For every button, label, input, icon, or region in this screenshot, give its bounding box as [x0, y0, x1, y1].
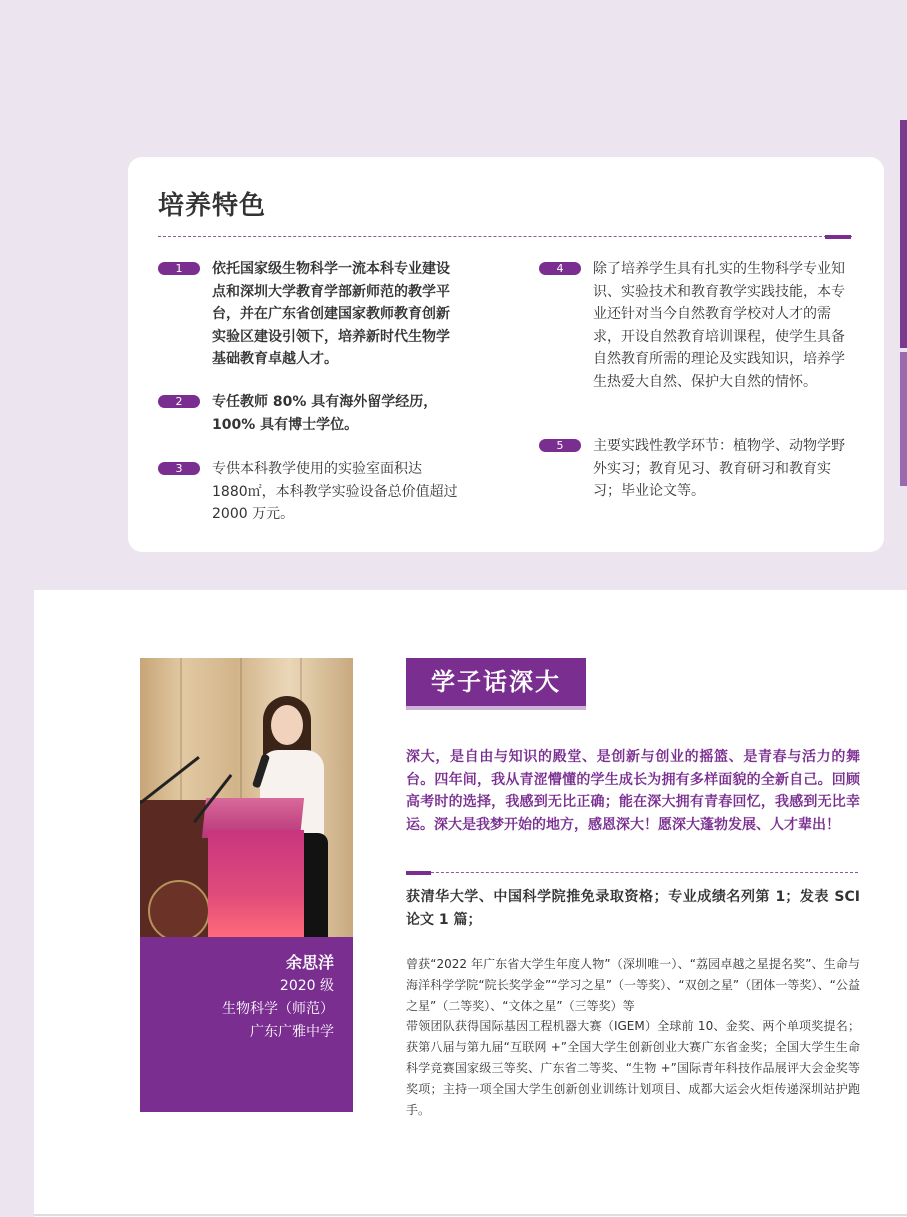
features-divider	[158, 236, 852, 237]
feature-item	[539, 435, 855, 503]
feature-text: 主要实践性教学环节：植物学、动物学野外实习；教育见习、教育研习和教育实习；毕业论文等。	[593, 438, 845, 499]
university-seal	[148, 880, 210, 937]
feature-text: 依托国家级生物科学一流本科专业建设点和深圳大学教育学部新师范的教学平台，并在广东省创建国家教师教育创新实验区建设引领下，培养新时代生物学基础教育卓越人才。	[212, 261, 450, 367]
side-accent-bar	[900, 120, 907, 348]
feature-item	[539, 258, 855, 393]
features-title: 培养特色	[158, 191, 267, 221]
feature-number-badge: 5	[539, 439, 581, 452]
feature-text: 专任教师 80% 具有海外留学经历，100% 具有博士学位。	[212, 394, 438, 433]
honors-paragraph: 曾获“2022 年广东省大学生年度人物”（深圳唯一）、“荔园卓越之星提名奖”、生命与海洋科学学院“院长奖学金”“学习之星”（一等奖）、“双创之星”（团体一等奖）、“公益之星”（二等奖）、“文体之星”（三等奖）等	[406, 957, 860, 1013]
honors-paragraph: 带领团队获得国际基因工程机器大赛（IGEM）全球前 10、金奖、两个单项奖提名；获第八届与第九届“互联网 +”全国大学生创新创业大赛广东省金奖；全国大学生生命科学竞赛国家级三等奖、广东省二等奖、“生物 +”国际青年科技作品展评大会金奖等奖项；主持一项全国大学生创新创业训练计划项目、成都大运会火炬传递深圳站护跑手。	[406, 1019, 860, 1117]
feature-text: 除了培养学生具有扎实的生物科学专业知识、实验技术和教育教学实践技能，本专业还针对当今自然教育学校对人才的需求，开设自然教育培训课程，使学生具备自然教育所需的理论及实践知识，培养学生热爱大自然、保护大自然的情怀。	[593, 261, 845, 390]
student-school: 广东广雅中学	[250, 1024, 334, 1040]
feature-number-badge: 1	[158, 262, 200, 275]
student-honors	[406, 954, 860, 1120]
student-major: 生物科学（师范）	[222, 1001, 334, 1017]
student-grade: 2020 级	[279, 978, 334, 994]
feature-number-badge: 3	[158, 462, 200, 475]
features-card	[128, 157, 884, 552]
student-achievement: 获清华大学、中国科学院推免录取资格；专业成绩名列第 1；发表 SCI 论文 1 篇；	[406, 889, 860, 928]
feature-text: 专供本科教学使用的实验室面积达 1880㎡，本科教学实验设备总价值超过 2000 万元。	[212, 461, 458, 522]
student-photo	[140, 658, 353, 937]
side-accent-bar-light	[900, 352, 907, 486]
student-name: 余思洋	[285, 953, 334, 972]
feature-item	[158, 391, 458, 436]
student-quote: 深大，是自由与知识的殿堂、是创新与创业的摇篮、是青春与活力的舞台。四年间，我从青涩懵懂的学生成长为拥有多样面貌的全新自己。回顾高考时的选择，我感到无比正确；能在深大拥有青春回忆，我感到无比幸运。深大是我梦开始的地方，感恩深大！愿深大蓬勃发展、人才辈出！	[406, 749, 860, 833]
section-title-underline	[406, 706, 586, 710]
features-divider-accent	[825, 235, 851, 239]
feature-number-badge: 4	[539, 262, 581, 275]
quote-divider	[406, 872, 858, 873]
student-info-block	[140, 937, 353, 1112]
bottom-rule	[34, 1214, 907, 1216]
quote-divider-accent	[406, 871, 431, 875]
feature-item	[158, 258, 458, 371]
person-face	[271, 705, 303, 745]
feature-item	[158, 458, 458, 526]
section-title: 学子话深大	[406, 658, 586, 706]
feature-number-badge: 2	[158, 395, 200, 408]
podium	[208, 830, 304, 937]
podium-microphone	[140, 756, 200, 805]
